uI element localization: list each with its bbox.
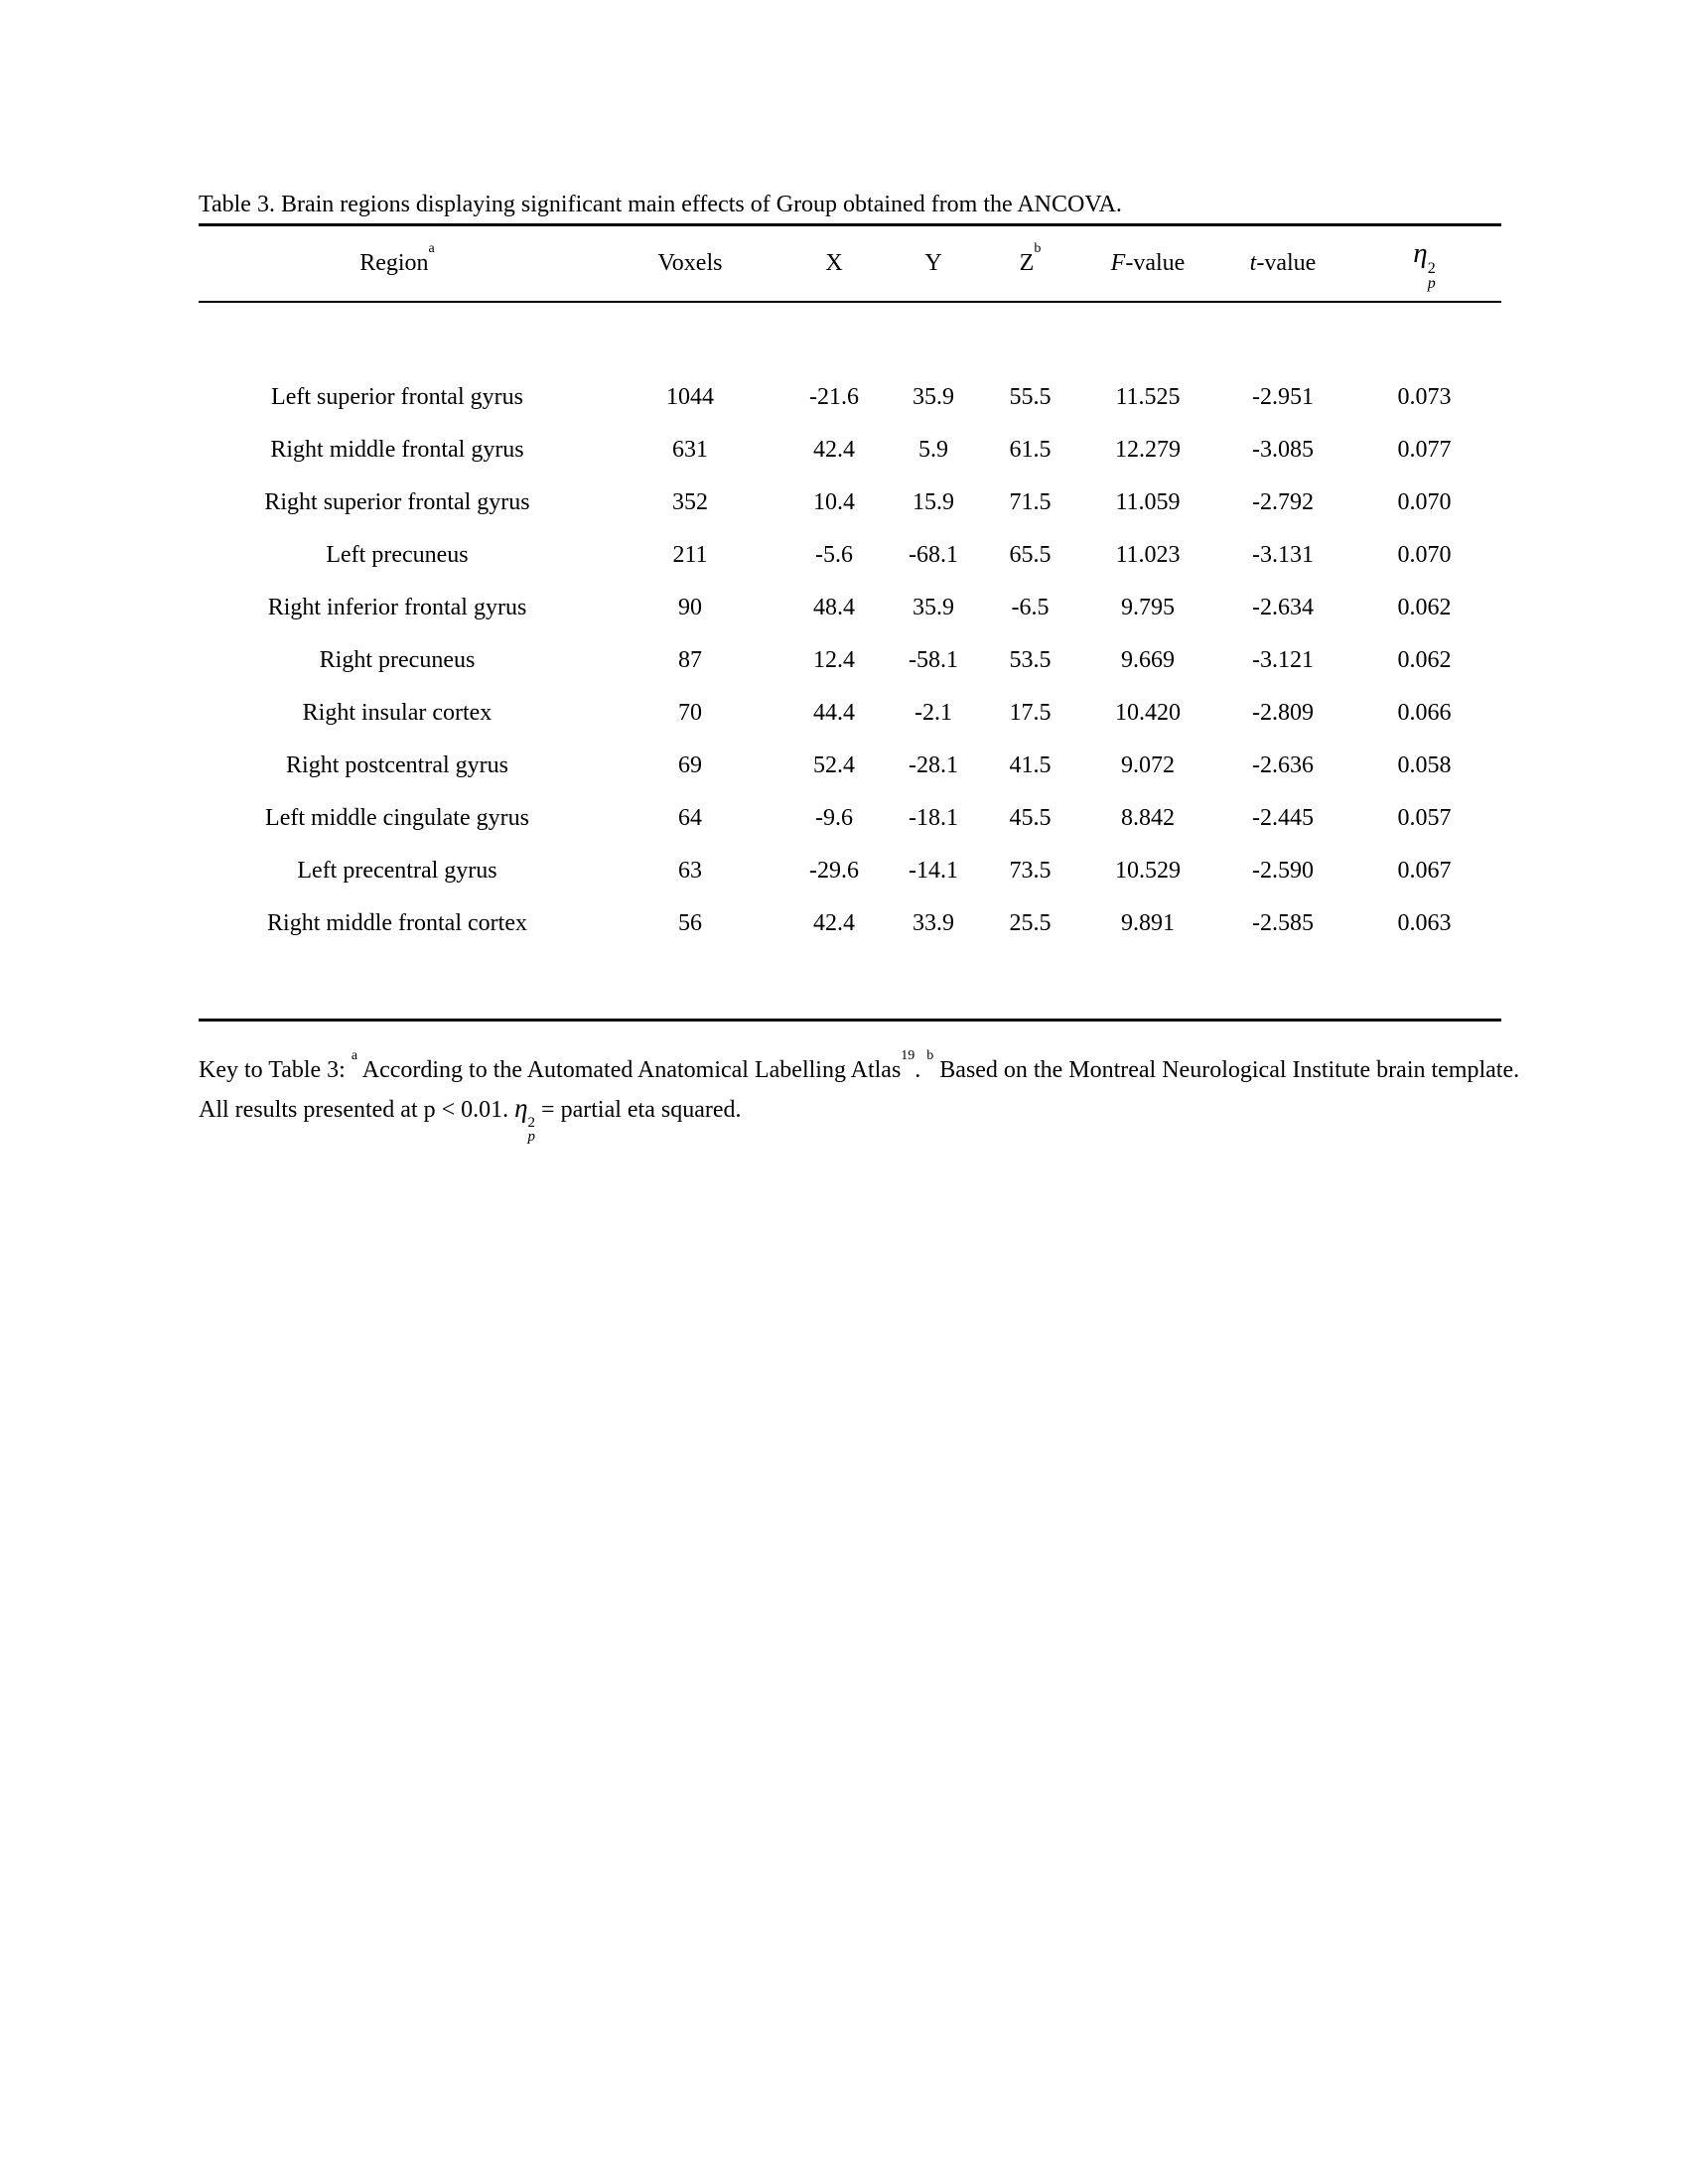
cell-f-value: 11.059 <box>1115 489 1181 515</box>
reference-19: 19 <box>901 1047 915 1063</box>
eta-supsub <box>1428 261 1436 291</box>
cell-y: -58.1 <box>909 647 958 673</box>
cell-t-value: -2.590 <box>1252 858 1314 884</box>
cell-z: -6.5 <box>1011 595 1050 620</box>
eta-glyph: η <box>1413 236 1428 269</box>
cell-region: Left precentral gyrus <box>297 858 497 884</box>
table-row <box>199 529 1501 582</box>
table-caption: Table 3. Brain regions displaying significant main effects of Group obtained from the ANCOVA. <box>199 191 1501 226</box>
cell-f-value: 9.072 <box>1121 752 1175 778</box>
cell-z: 17.5 <box>1009 700 1052 726</box>
cell-f-value: 8.842 <box>1121 805 1175 831</box>
cell-voxels: 211 <box>672 542 708 568</box>
footnote-marker-a: a <box>428 241 435 256</box>
cell-z: 41.5 <box>1009 752 1052 778</box>
t-symbol: t <box>1249 250 1257 276</box>
col-header-z <box>983 226 1077 302</box>
cell-eta: 0.077 <box>1397 437 1452 463</box>
table-key <box>199 1047 1541 1145</box>
table-row <box>199 740 1501 792</box>
t-value-label: -value <box>1256 250 1317 276</box>
spacer-row <box>199 302 1501 371</box>
eta-exponent: 2 <box>527 1114 536 1131</box>
cell-x: 42.4 <box>813 910 855 936</box>
cell-voxels: 64 <box>678 805 702 831</box>
cell-voxels: 352 <box>672 489 708 515</box>
cell-t-value: -3.085 <box>1252 437 1314 463</box>
cell-t-value: -3.121 <box>1252 647 1314 673</box>
cell-voxels: 70 <box>678 700 702 726</box>
cell-z: 55.5 <box>1009 384 1052 410</box>
eta-supsub <box>528 1116 536 1144</box>
cell-x: -29.6 <box>809 858 859 884</box>
cell-f-value: 9.669 <box>1121 647 1175 673</box>
cell-z: 61.5 <box>1009 437 1052 463</box>
cell-eta: 0.070 <box>1397 489 1452 515</box>
cell-t-value: -2.792 <box>1252 489 1314 515</box>
cell-y: 35.9 <box>913 595 954 620</box>
cell-t-value: -2.809 <box>1252 700 1314 726</box>
cell-z: 53.5 <box>1009 647 1052 673</box>
cell-x: -5.6 <box>815 542 853 568</box>
footnote-marker-a: a <box>351 1047 358 1063</box>
table-block <box>199 191 1520 1167</box>
col-header-partial-eta-squared <box>1347 226 1501 302</box>
cell-region: Right middle frontal gyrus <box>270 437 524 463</box>
key-text: . <box>914 1056 927 1083</box>
cell-eta: 0.062 <box>1397 647 1452 673</box>
footnote-marker-b: b <box>1034 241 1042 256</box>
table-row <box>199 477 1501 529</box>
key-text: = partial eta squared. <box>535 1096 742 1123</box>
cell-z: 71.5 <box>1009 489 1052 515</box>
table-row <box>199 634 1501 687</box>
cell-x: 48.4 <box>813 595 855 620</box>
cell-x: 42.4 <box>813 437 855 463</box>
col-header-y: Y <box>924 250 942 276</box>
results-table <box>199 226 1501 1022</box>
cell-voxels: 56 <box>678 910 702 936</box>
eta-squared-symbol <box>1413 237 1435 291</box>
cell-eta: 0.062 <box>1397 595 1452 620</box>
cell-region: Right precuneus <box>319 647 476 673</box>
cell-x: -9.6 <box>815 805 853 831</box>
col-header-t-value <box>1218 226 1347 302</box>
header-row <box>199 226 1501 302</box>
eta-squared-symbol <box>514 1089 535 1144</box>
cell-f-value: 9.795 <box>1121 595 1175 620</box>
cell-region: Right postcentral gyrus <box>286 752 508 778</box>
table-row <box>199 582 1501 634</box>
z-header-label: Z <box>1019 250 1035 276</box>
cell-z: 25.5 <box>1009 910 1052 936</box>
cell-eta: 0.057 <box>1397 805 1452 831</box>
cell-y: -28.1 <box>909 752 958 778</box>
cell-voxels: 1044 <box>666 384 714 410</box>
key-text: Based on the Montreal Neurological Institute brain template. All results presented at p < 0.01. <box>199 1056 1520 1123</box>
cell-x: 12.4 <box>813 647 855 673</box>
cell-y: -2.1 <box>914 700 952 726</box>
col-header-x: X <box>825 250 843 276</box>
cell-y: 33.9 <box>913 910 954 936</box>
cell-x: 52.4 <box>813 752 855 778</box>
cell-z: 65.5 <box>1009 542 1052 568</box>
cell-eta: 0.073 <box>1397 384 1452 410</box>
cell-t-value: -2.636 <box>1252 752 1314 778</box>
key-text: Key to Table 3: <box>199 1056 352 1083</box>
eta-subscript: p <box>527 1128 536 1145</box>
cell-voxels: 87 <box>678 647 702 673</box>
cell-t-value: -2.951 <box>1252 384 1314 410</box>
key-text: According to the Automated Anatomical Labelling Atlas <box>357 1056 902 1083</box>
col-header-f-value <box>1077 226 1218 302</box>
table-row <box>199 687 1501 740</box>
eta-exponent: 2 <box>1427 259 1436 277</box>
cell-t-value: -2.585 <box>1252 910 1314 936</box>
cell-voxels: 69 <box>678 752 702 778</box>
cell-region: Left middle cingulate gyrus <box>265 805 529 831</box>
cell-region: Right middle frontal cortex <box>267 910 527 936</box>
table-row <box>199 897 1501 950</box>
cell-eta: 0.063 <box>1397 910 1452 936</box>
cell-x: 44.4 <box>813 700 855 726</box>
f-symbol: F <box>1110 250 1126 276</box>
cell-voxels: 631 <box>672 437 708 463</box>
cell-f-value: 10.420 <box>1115 700 1181 726</box>
cell-f-value: 12.279 <box>1115 437 1181 463</box>
table-row <box>199 371 1501 424</box>
cell-f-value: 11.023 <box>1115 542 1181 568</box>
region-header-label: Region <box>359 250 429 276</box>
cell-region: Left superior frontal gyrus <box>271 384 523 410</box>
cell-t-value: -2.634 <box>1252 595 1314 620</box>
cell-f-value: 9.891 <box>1121 910 1175 936</box>
cell-f-value: 11.525 <box>1115 384 1181 410</box>
cell-voxels: 63 <box>678 858 702 884</box>
cell-y: -14.1 <box>909 858 958 884</box>
cell-t-value: -2.445 <box>1252 805 1314 831</box>
col-header-voxels: Voxels <box>657 250 723 276</box>
cell-region: Right inferior frontal gyrus <box>267 595 527 620</box>
table-row <box>199 845 1501 897</box>
eta-glyph: η <box>514 1092 528 1123</box>
cell-eta: 0.066 <box>1397 700 1452 726</box>
spacer-row <box>199 950 1501 1020</box>
cell-z: 73.5 <box>1009 858 1052 884</box>
cell-x: -21.6 <box>809 384 859 410</box>
cell-y: -18.1 <box>909 805 958 831</box>
f-value-label: -value <box>1125 250 1186 276</box>
cell-eta: 0.070 <box>1397 542 1452 568</box>
cell-voxels: 90 <box>678 595 702 620</box>
table-row <box>199 424 1501 477</box>
cell-region: Right insular cortex <box>302 700 492 726</box>
cell-region: Right superior frontal gyrus <box>264 489 530 515</box>
cell-z: 45.5 <box>1009 805 1052 831</box>
eta-subscript: p <box>1427 274 1436 292</box>
col-header-region <box>199 226 596 302</box>
cell-y: -68.1 <box>909 542 958 568</box>
cell-y: 5.9 <box>918 437 948 463</box>
cell-y: 15.9 <box>913 489 954 515</box>
footnote-marker-b: b <box>926 1047 934 1063</box>
table-row <box>199 792 1501 845</box>
cell-eta: 0.058 <box>1397 752 1452 778</box>
cell-region: Left precuneus <box>326 542 469 568</box>
cell-t-value: -3.131 <box>1252 542 1314 568</box>
cell-eta: 0.067 <box>1397 858 1452 884</box>
cell-f-value: 10.529 <box>1115 858 1181 884</box>
cell-x: 10.4 <box>813 489 855 515</box>
cell-y: 35.9 <box>913 384 954 410</box>
